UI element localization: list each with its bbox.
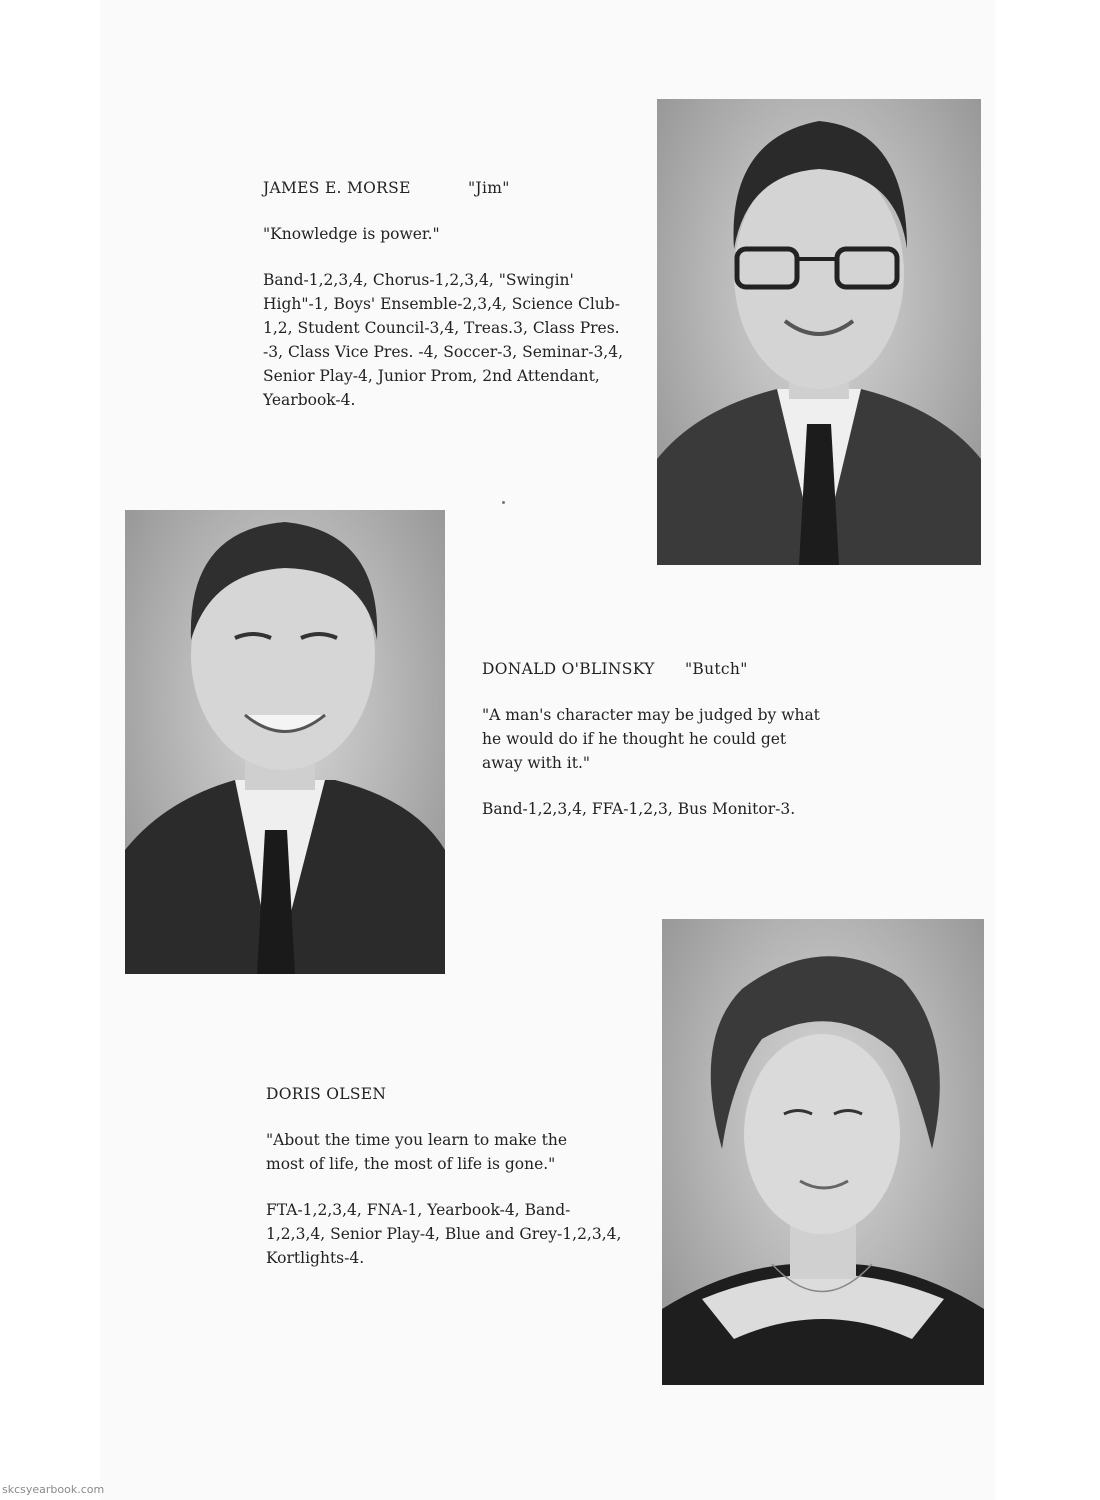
student-quote: "Knowledge is power.": [263, 225, 440, 243]
student-portrait-2: [125, 510, 445, 974]
student-name: JAMES E. MORSE: [263, 179, 411, 197]
student-portrait-3: [662, 919, 984, 1385]
student-name-line: [263, 176, 663, 200]
student-activities: Band-1,2,3,4, Chorus-1,2,3,4, "Swingin' High"-1, Boys' Ensemble-2,3,4, Science Club-1,2, Student Council-3,4, Treas.3, Class Pres. -3, Class Vice Pres. -4, Soccer-3, Seminar-3,4, Senior Play-4, Junior Prom, 2nd Attendant, Yearbook-4.: [263, 271, 624, 409]
student-activities: Band-1,2,3,4, FFA-1,2,3, Bus Monitor-3.: [482, 800, 796, 818]
student-bio-2: [482, 657, 882, 821]
student-name: DONALD O'BLINSKY: [482, 660, 655, 678]
student-portrait-1: [657, 99, 981, 565]
student-name-line: [482, 657, 882, 681]
student-name-line: [266, 1082, 636, 1106]
student-activities: FTA-1,2,3,4, FNA-1, Yearbook-4, Band-1,2,3,4, Senior Play-4, Blue and Grey-1,2,3,4, Kortlights-4.: [266, 1201, 622, 1267]
student-quote: "A man's character may be judged by what he would do if he thought he could get away with it.": [482, 706, 820, 772]
student-quote: "About the time you learn to make the most of life, the most of life is gone.": [266, 1131, 568, 1173]
scan-speck: [502, 501, 505, 504]
student-bio-3: [266, 1082, 636, 1270]
watermark: skcsyearbook.com: [2, 1483, 105, 1496]
student-nickname: "Butch": [685, 660, 748, 678]
student-nickname: "Jim": [468, 179, 510, 197]
student-bio-1: [263, 176, 663, 412]
student-name: DORIS OLSEN: [266, 1085, 387, 1103]
